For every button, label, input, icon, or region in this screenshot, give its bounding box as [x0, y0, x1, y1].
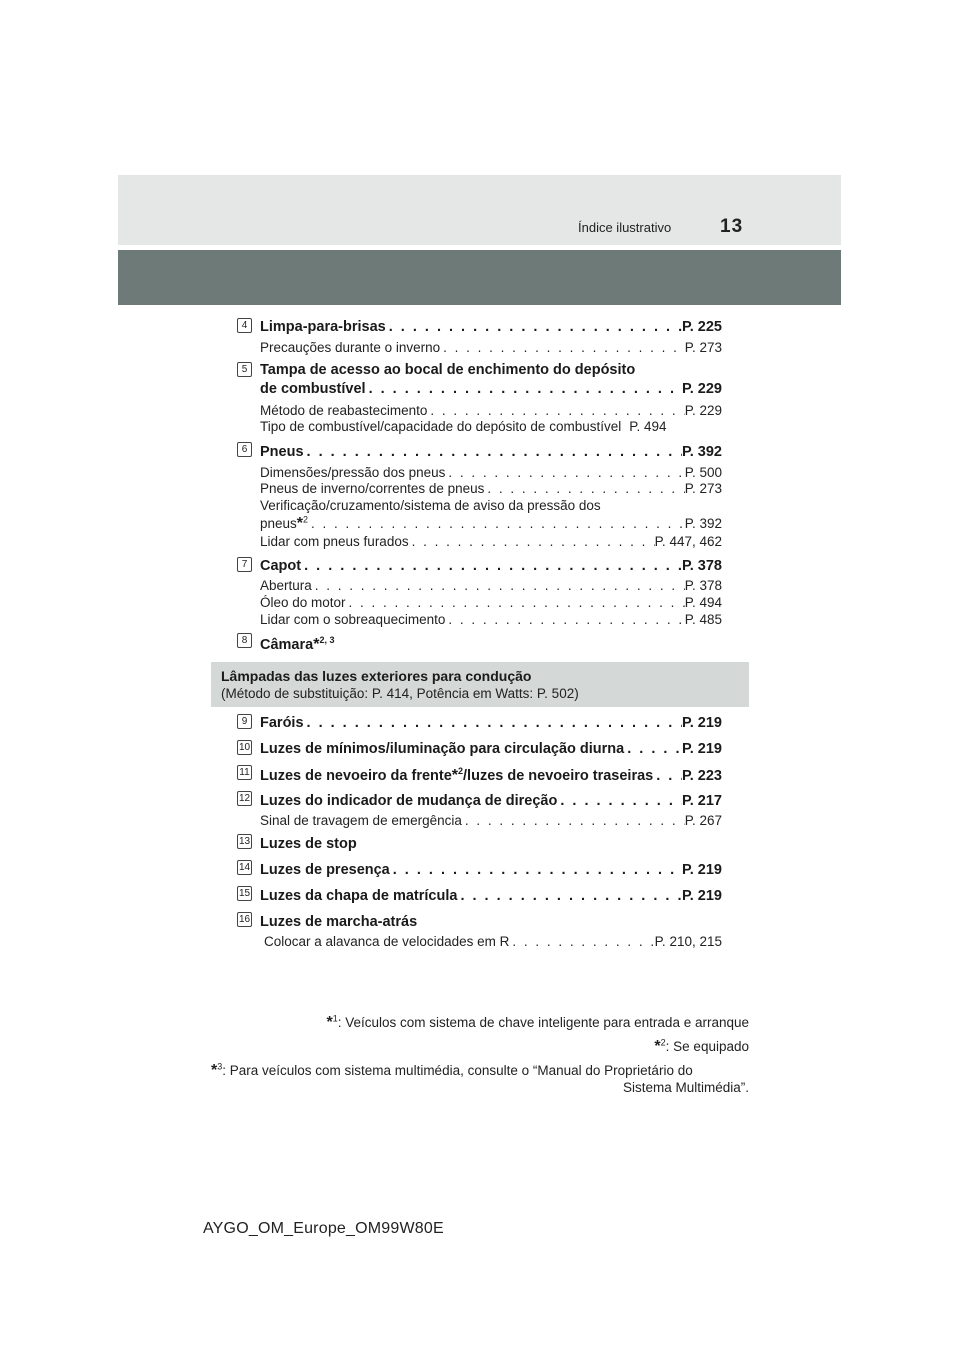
index-entry-camera[interactable]: Câmara*$^{2, 3}$: [260, 635, 335, 653]
index-entry-headlights[interactable]: Faróis . . . P. 219: [260, 715, 722, 731]
index-subentry[interactable]: Lidar com pneus furados . . . P. 447, 462: [260, 534, 722, 549]
index-subentry[interactable]: Tipo de combustível/capacidade do depósito de combustível P. 494: [260, 419, 667, 434]
callout-6: 6: [237, 442, 252, 457]
callout-9: 9: [237, 714, 252, 729]
index-subentry[interactable]: Óleo do motor . . . P. 494: [260, 595, 722, 610]
index-subentry[interactable]: Dimensões/pressão dos pneus . . . P. 500: [260, 465, 722, 480]
index-subentry[interactable]: Sinal de travagem de emergência . . . P. 267: [260, 813, 722, 828]
index-entry-fog-lights[interactable]: Luzes de nevoeiro da frente*$^2$/luzes de nevoeiro traseiras . . . P. 223: [260, 767, 722, 785]
index-entry-position-lights[interactable]: Luzes de presença . . . P. 219: [260, 862, 722, 878]
page-number: 13: [720, 216, 744, 237]
index-entry-parking-drl[interactable]: Luzes de mínimos/iluminação para circulação diurna . . . P. 219: [260, 741, 722, 757]
footnote-3: *$^3$: Para veículos com sistema multimédia, consulte o “Manual do Proprietário do: [211, 1061, 693, 1079]
index-entry-wipers[interactable]: Limpa-para-brisas . . . P. 225: [260, 319, 722, 335]
index-entry-tyres[interactable]: Pneus . . . P. 392: [260, 444, 722, 460]
callout-15: 15: [238, 888, 251, 899]
exterior-lights-box: [211, 662, 749, 707]
index-subentry[interactable]: Colocar a alavanca de velocidades em R . . . P. 210, 215: [264, 934, 722, 949]
index-entry-stop-lights[interactable]: Luzes de stop: [260, 836, 357, 852]
index-subentry[interactable]: Pneus de inverno/correntes de pneus . . . P. 273: [260, 481, 722, 496]
document-code: AYGO_OM_Europe_OM99W80E: [203, 1220, 444, 1237]
callout-10: 10: [238, 742, 251, 753]
index-entry-reverse-lights[interactable]: Luzes de marcha-atrás: [260, 914, 418, 930]
exterior-lights-subtitle: (Método de substituição: P. 414, Potência em Watts: P. 502): [221, 686, 579, 701]
index-subentry[interactable]: Método de reabastecimento . . . P. 229: [260, 403, 722, 418]
callout-16: 16: [238, 914, 251, 925]
callout-14: 14: [238, 862, 251, 873]
index-entry-bonnet[interactable]: Capot . . . P. 378: [260, 558, 722, 574]
section-title: Índice ilustrativo: [578, 220, 672, 235]
footnote-1: *$^1$: Veículos com sistema de chave inteligente para entrada e arranque: [326, 1013, 749, 1031]
index-subentry-line1: Verificação/cruzamento/sistema de aviso da pressão dos: [260, 498, 601, 513]
callout-13: 13: [238, 836, 251, 847]
index-entry-fuel-door-line1: Tampa de acesso ao bocal de enchimento do depósito: [260, 362, 636, 378]
exterior-lights-title: Lâmpadas das luzes exteriores para condução: [221, 668, 532, 684]
callout-11: 11: [237, 765, 252, 780]
callout-8: 8: [237, 633, 252, 648]
callout-12: 12: [238, 793, 251, 804]
footnote-2: *$^2$: Se equipado: [654, 1037, 749, 1055]
index-subentry[interactable]: Precauções durante o inverno . . . P. 273: [260, 340, 722, 355]
index-entry-plate-lights[interactable]: Luzes da chapa de matrícula . . . P. 219: [260, 888, 722, 904]
callout-4: 4: [237, 318, 252, 333]
index-entry-fuel-door[interactable]: de combustível . . . P. 229: [260, 381, 722, 397]
index-subentry[interactable]: Lidar com o sobreaquecimento . . . P. 485: [260, 612, 722, 627]
index-subentry[interactable]: Abertura . . . P. 378: [260, 578, 722, 593]
header-dark-bar: [118, 250, 841, 305]
callout-5: 5: [237, 362, 252, 377]
footnote-3-line2: Sistema Multimédia”.: [622, 1080, 749, 1095]
callout-7: 7: [237, 557, 252, 572]
index-entry-turn-signals[interactable]: Luzes do indicador de mudança de direção . . . P. 217: [260, 793, 722, 809]
index-subentry[interactable]: pneus*$^2$ . . . P. 392: [260, 515, 722, 533]
